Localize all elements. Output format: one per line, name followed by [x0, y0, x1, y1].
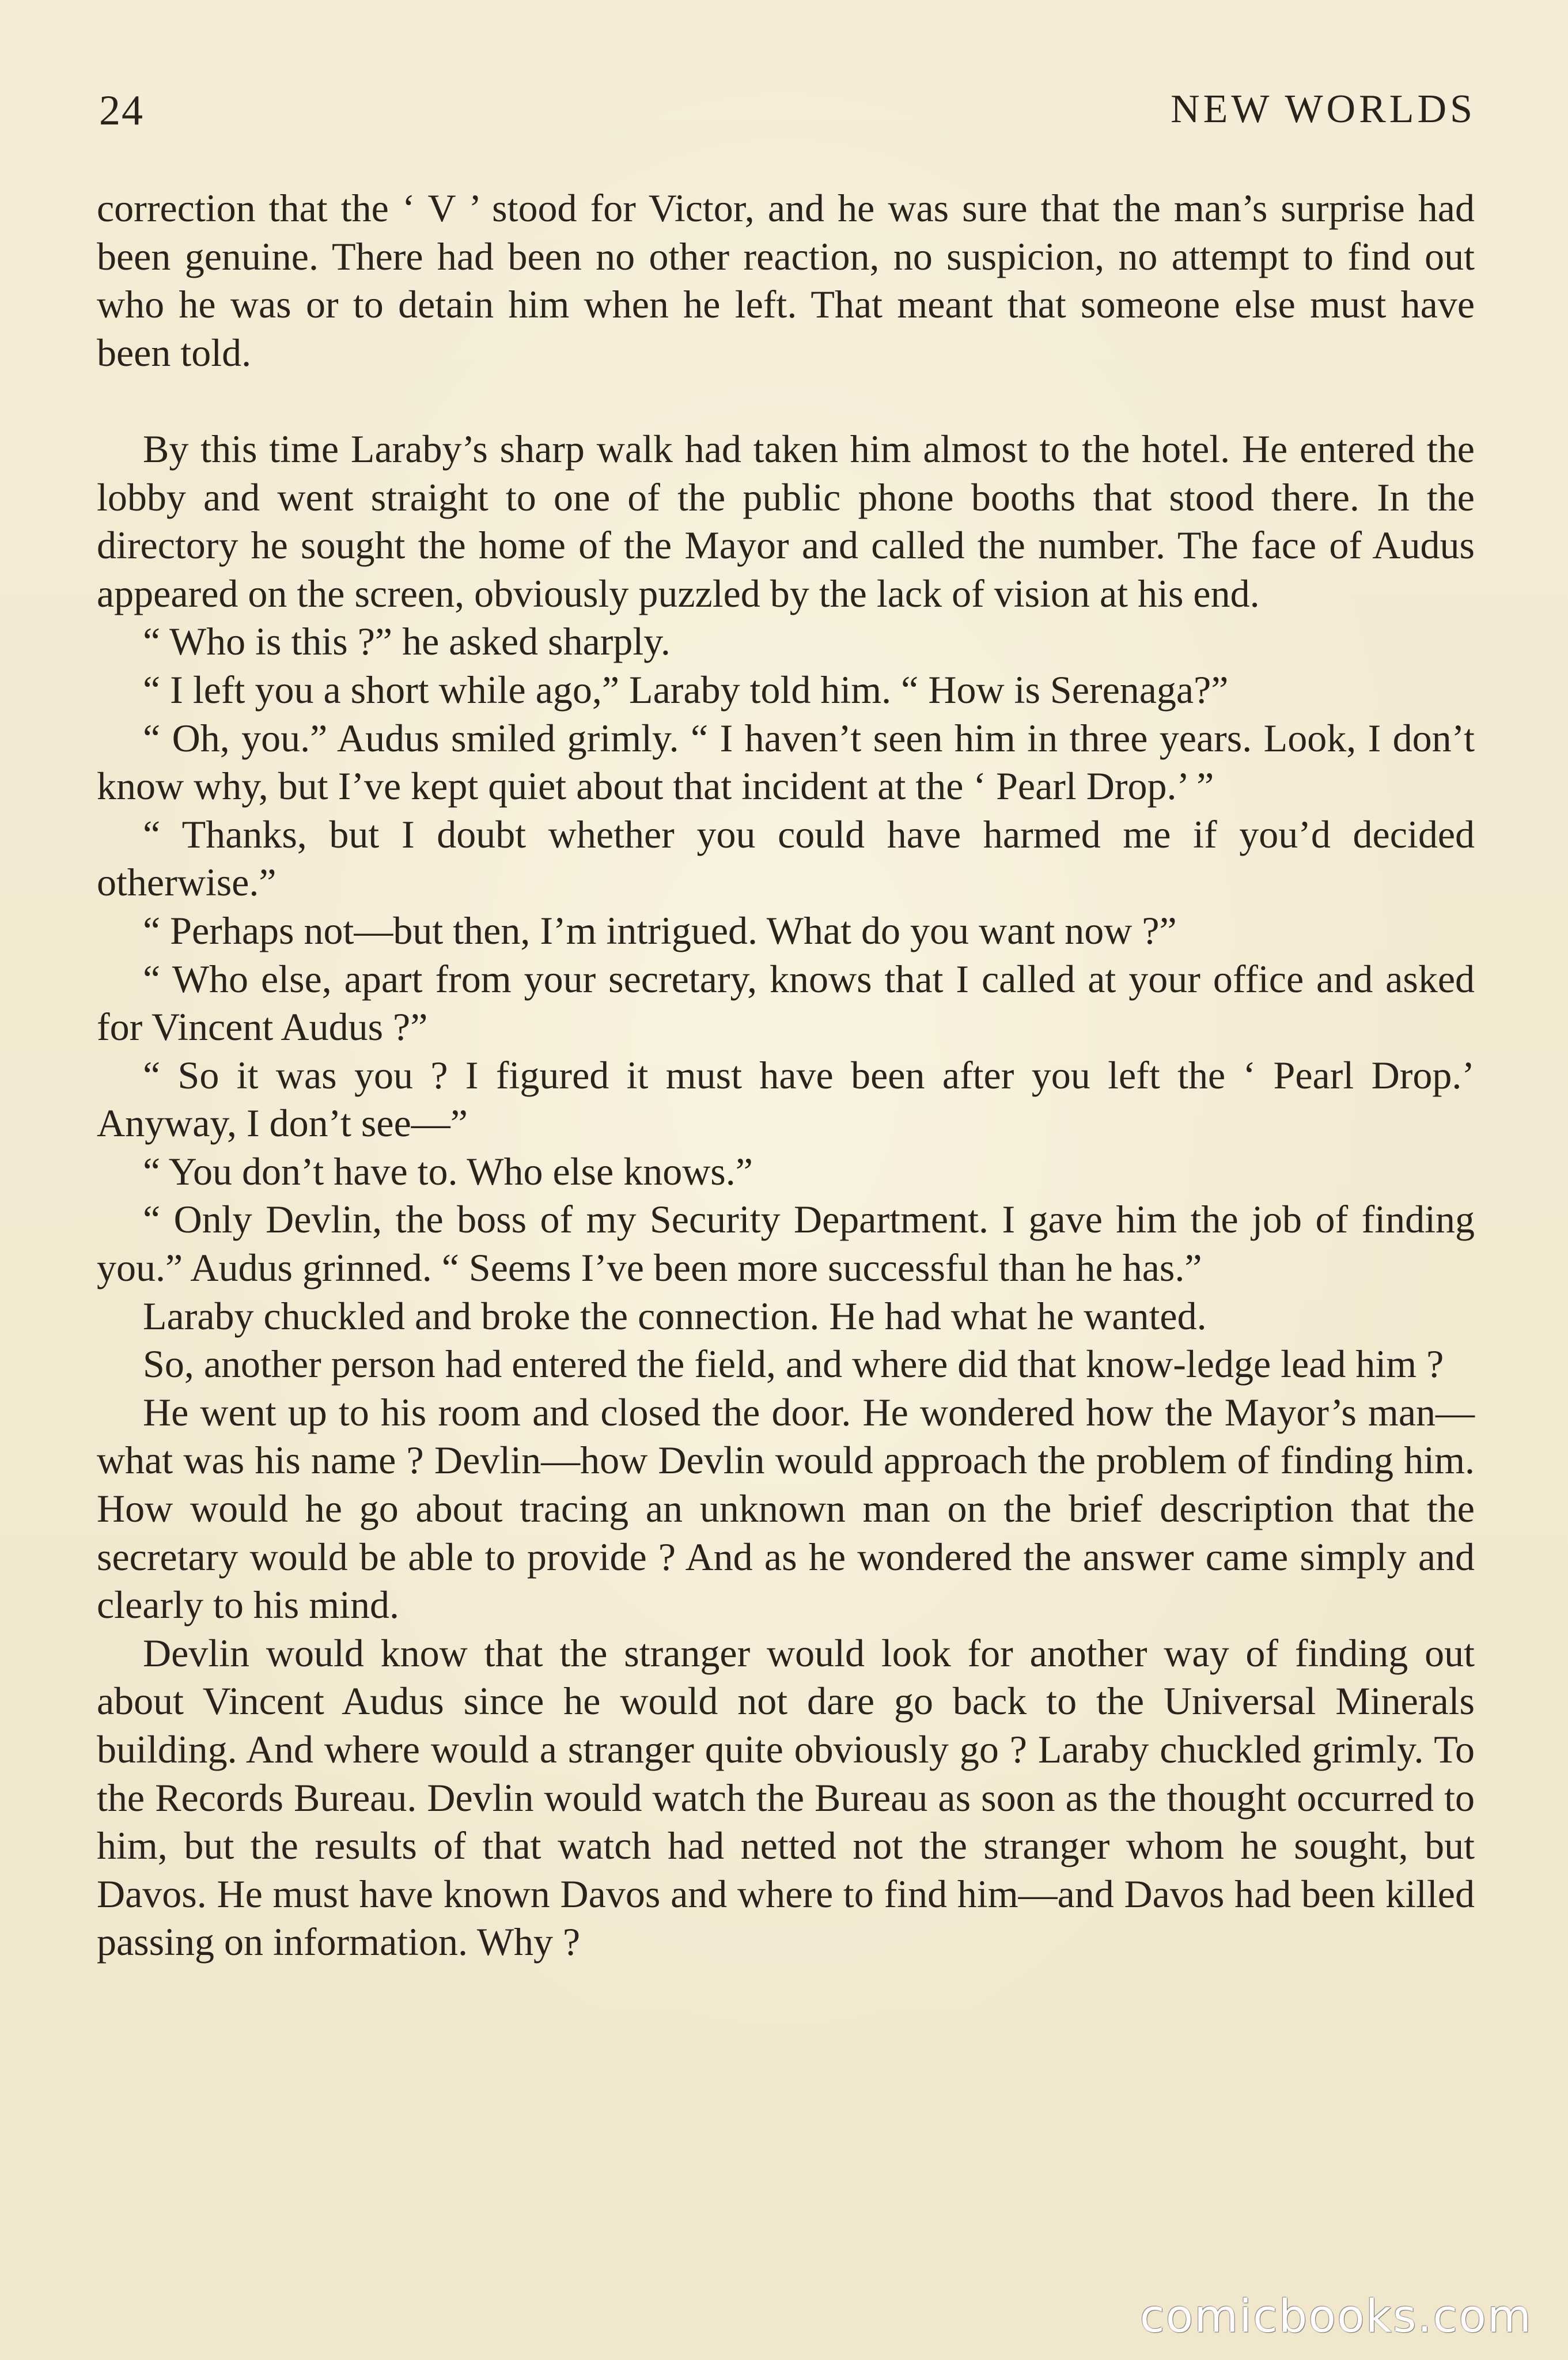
paragraph: correction that the ‘ V ’ stood for Victor, and he was sure that the man’s surprise had been genuine. There had been no other reaction, no suspicion, no attempt to find out who he was or to detain him when he left. That meant that someone else must have been told. [97, 186, 1475, 375]
paragraph: “ Perhaps not—but then, I’m intrigued. What do you want now ?” [143, 908, 1177, 952]
paragraph: So, another person had entered the field, and where did that know-ledge lead him ? [143, 1342, 1444, 1386]
paragraph: “ So it was you ? I figured it must have been after you left the ‘ Pearl Drop.’ Anyway, I don’t see—” [97, 1053, 1475, 1145]
page-header [99, 86, 1476, 150]
paragraph: “ Oh, you.” Audus smiled grimly. “ I haven’t seen him in three years. Look, I don’t know why, but I’ve kept quiet about that incident at the ‘ Pearl Drop.’ ” [97, 716, 1475, 808]
paragraph: By this time Laraby’s sharp walk had taken him almost to the hotel. He entered the lobby and went straight to one of the public phone booths that stood there. In the directory he sought the home of the Mayor and called the number. The face of Audus appeared on the screen, obviously puzzled by the lack of vision at his end. [97, 426, 1475, 615]
paragraph: “ Only Devlin, the boss of my Security Department. I gave him the job of finding you.” Audus grinned. “ Seems I’ve been more successful than he has.” [97, 1197, 1475, 1290]
page-number: 24 [99, 87, 144, 134]
paragraph: “ Thanks, but I doubt whether you could have harmed me if you’d decided otherwise.” [97, 812, 1475, 905]
paragraph: Devlin would know that the stranger would look for another way of finding out about Vincent Audus since he would not dare go back to the Universal Minerals building. And where would a stranger quite obviously go ? Laraby chuckled grimly. To the Records Bureau. Devlin would watch the Bureau as soon as the thought occurred to him, but the results of that watch had netted not the stranger whom he sought, but Davos. He must have known Davos and where to find him—and Davos had been killed passing on information. Why ? [97, 1631, 1475, 1964]
paragraph: Laraby chuckled and broke the connection. He had what he wanted. [143, 1294, 1207, 1338]
watermark: comicbooks.com [1139, 2291, 1532, 2343]
paragraph: He went up to his room and closed the door. He wondered how the Mayor’s man—what was his name ? Devlin—how Devlin would approach the problem of finding him. How would he go about tracing an unknown man on the brief description that the secretary would be able to provide ? And as he wondered the answer came simply and clearly to his mind. [97, 1390, 1475, 1627]
paragraph: “ Who is this ?” he asked sharply. [143, 619, 671, 664]
paragraph: “ I left you a short while ago,” Laraby told him. “ How is Serenaga?” [143, 667, 1229, 712]
body-text [97, 184, 1475, 1966]
paragraph: “ You don’t have to. Who else knows.” [143, 1149, 753, 1193]
running-head: NEW WORLDS [1171, 87, 1476, 131]
paragraph: “ Who else, apart from your secretary, knows that I called at your office and asked for Vincent Audus ?” [97, 956, 1475, 1049]
